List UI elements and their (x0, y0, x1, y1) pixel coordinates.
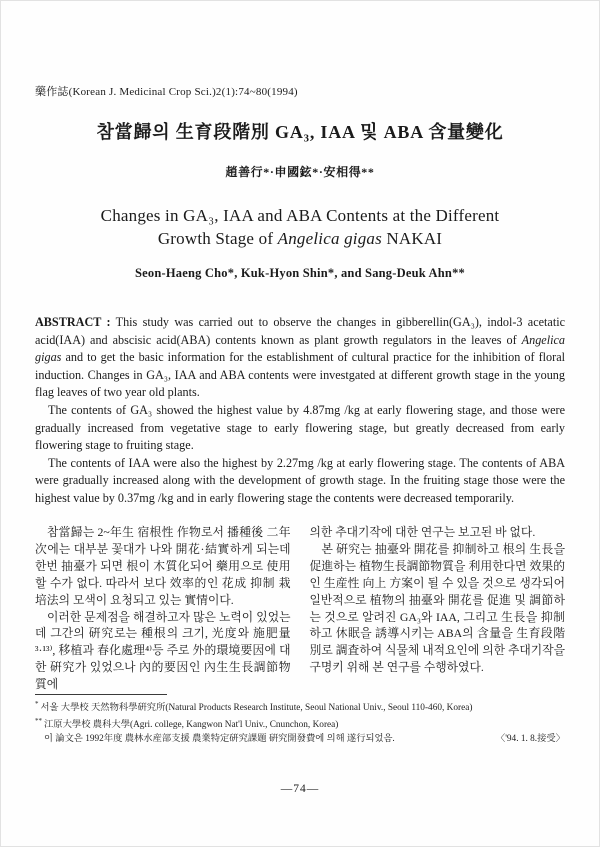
footnote-2-text: 江原大學校 農科大學(Agri. college, Kangwon Nat'l Univ., Cnunchon, Korea) (44, 720, 339, 731)
body-right-column (310, 524, 566, 693)
english-title-line2 (158, 229, 442, 248)
right-column-paragraph-1: 의한 추대기작에 대한 연구는 보고된 바 없다. (309, 525, 536, 539)
abstract-species-name-italic: Angelica gigas (35, 332, 565, 365)
footnote-3 (35, 733, 565, 746)
footnote-3-received-date: 〈'94. 1. 8.接受〉 (495, 733, 565, 744)
abstract-paragraph-3: The contents of IAA were also the highest by 2.27mg /kg at early flowering stage. The contents of ABA were gradually increased along with the development of growth stage. In the fruiting stage those were the highest value by 0.37mg /kg and in early flowering stage the contents were decreased temporarily. (35, 455, 565, 505)
right-column-paragraph-2: 본 硏究는 抽臺와 開花를 抑制하고 根의 生長을 促進하는 植物生長調節物質을 利用한다면 效果的인 生産性 向上 方案이 될 수 있을 것으로 생각되어 일반적으로 植物의 抽臺와 開花를 促進 및 調節하는 것으로 알려진 GA₃와 IAA, 그리고 生長을 抑制하고 休眠을 誘導시키는 ABA의 含量을 生育段階別로 調査하여 식물체 내적요인에 의한 추대기작을 구명키 위해 본 연구를 수행하였다. (309, 541, 565, 675)
footnotes-section (35, 694, 565, 746)
footnote-2 (35, 715, 565, 732)
english-title-line2-post: NAKAI (381, 228, 443, 248)
footnote-1-marker: * (35, 700, 39, 708)
page-number: —74— (280, 783, 320, 795)
footnote-1 (35, 698, 565, 715)
footnote-rule (35, 694, 167, 695)
abstract-p1-pre: This study was carried out to observe the changes in gibberellin(GA₃), indol-3 acetatic acid(IAA) and abscisic acid(ABA) contents known as plant growth regulators in the leaves of (35, 315, 566, 347)
body-two-columns (35, 524, 565, 693)
korean-title: 참當歸의 生育段階別 GA₃, IAA 및 ABA 含量變化 (96, 122, 504, 142)
footnote-3-text: 이 論文은 1992年度 農林水産部支援 農業特定硏究課題 硏究開發費에 의해 遂行되었음. (44, 733, 395, 744)
abstract-section (35, 314, 565, 508)
abstract-label: ABSTRACT : (35, 315, 111, 329)
abstract-paragraph-1 (35, 314, 565, 402)
english-title-line2-pre: Growth Stage of (157, 228, 278, 248)
korean-authors: 趙善行*·申國鉉*·安相得** (225, 165, 375, 179)
english-title-line1: Changes in GA₃, IAA and ABA Contents at the Different (100, 206, 500, 225)
left-column-paragraph-2: 이러한 문제점을 해결하고자 많은 노력이 있었는데 그간의 硏究로는 種根의 크기, 光度와 施肥量³·¹³⁾, 移植과 春化處理⁴⁾등 주로 外的環境要因에 대한 硏究가 있었으나 內的要因인 內生生長調節物質에 (35, 609, 291, 692)
left-column-paragraph-1: 참當歸는 2~年生 宿根性 作物로서 播種後 二年次에는 대부분 꽃대가 나와 開花·結實하게 되는데 한번 抽臺가 되면 根이 木質化되어 藥用으로 使用할 수가 없다. 따라서 보다 效率的인 花成 抑制 栽培法의 모색이 요청되고 있는 實情이다. (35, 525, 291, 607)
abstract-paragraph-2: The contents of GA₃ showed the highest value by 4.87mg /kg at early flowering stage, and those were gradually increased from vegetative stage to early flowering stage, but greatly decreased from early flowering stage to fruiting stage. (35, 402, 565, 453)
body-left-column (35, 524, 291, 693)
english-authors: Seon-Haeng Cho*, Kuk-Hyon Shin*, and Sang-Deuk Ahn** (135, 266, 465, 280)
abstract-p1-post: and to get the basic information for the establishment of cultural practice for the inhibition of floral induction. Changes in GA₃, IAA and ABA contents were investgated at different growth stage in the young flag leaves of two year old plants. (35, 350, 565, 400)
english-title (0, 205, 600, 250)
footnote-1-text: 서울 大學校 天然物科學硏究所(Natural Products Research Institute, Seoul National Univ., Seoul 110-460, Korea) (40, 703, 473, 714)
footnote-2-marker: ** (35, 717, 42, 726)
journal-citation: 藥作誌(Korean J. Medicinal Crop Sci.)2(1):74~80(1994) (35, 86, 298, 98)
species-name-italic: Angelica gigas (277, 228, 382, 248)
